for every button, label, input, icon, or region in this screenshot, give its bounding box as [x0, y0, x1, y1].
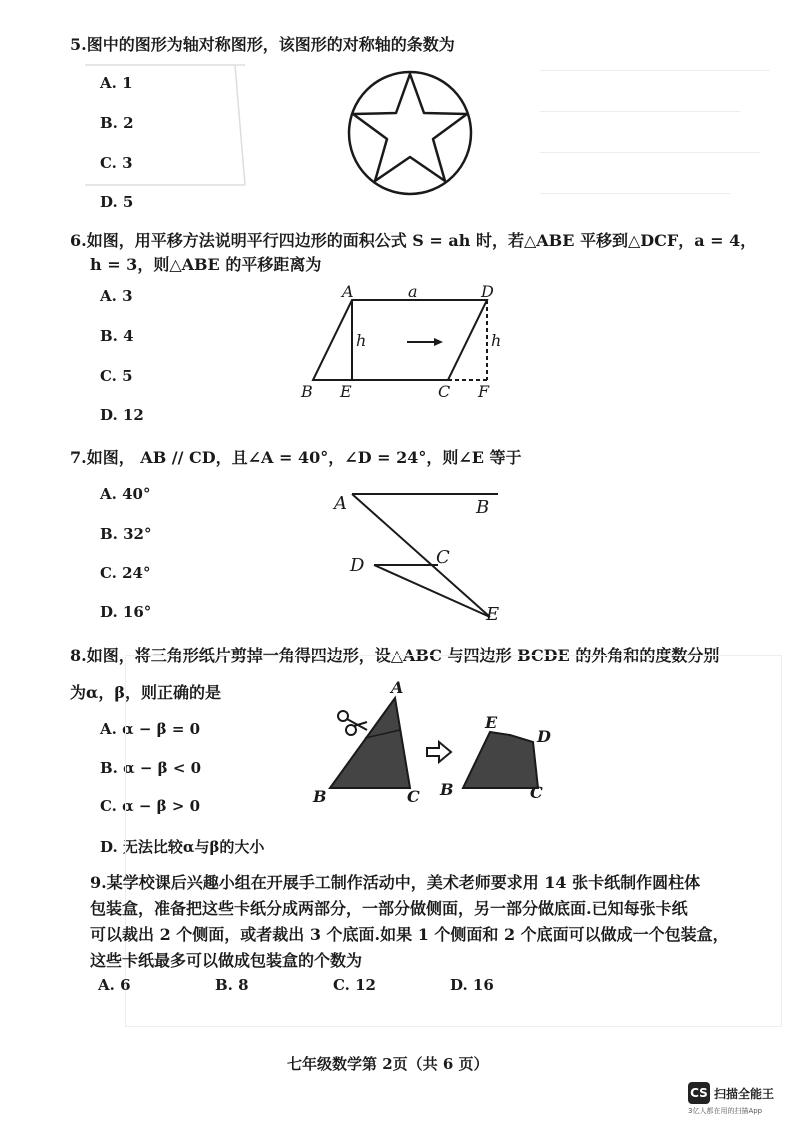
q8-option-d: D. 无法比较α与β的大小: [100, 838, 265, 856]
q6-option-a: A. 3: [100, 287, 133, 305]
q6-label-B: B: [301, 382, 313, 401]
q7-label-C: C: [436, 547, 450, 568]
bleed-box: [125, 655, 782, 1027]
q8-stem-line1: 8.如图，将三角形纸片剪掉一角得四边形，设△ABC 与四边形 BCDE 的外角和的度数分别: [70, 646, 720, 665]
q7-angle-figure: [330, 485, 520, 630]
q9-option-c: C. 12: [333, 976, 376, 994]
q5-option-b: B. 2: [100, 114, 134, 132]
q8-stem-line2: 为α，β，则正确的是: [70, 683, 221, 702]
q6-label-h-left: h: [356, 331, 367, 350]
q7-option-d: D. 16°: [100, 603, 152, 621]
q6-stem-line1: 6.如图，用平移方法说明平行四边形的面积公式 S = ah 时，若△ABE 平移到△DCF，a = 4，: [70, 231, 757, 250]
page-footer: 七年级数学第 2页（共 6 页）: [287, 1055, 489, 1073]
q7-option-b: B. 32°: [100, 525, 152, 543]
q5-circle-star-figure: [345, 68, 475, 198]
q8-label-D: D: [537, 727, 551, 746]
q9-option-a: A. 6: [98, 976, 131, 994]
q8-label-E: E: [485, 713, 498, 732]
q8-option-c: C. α − β > 0: [100, 797, 201, 815]
q5-option-c: C. 3: [100, 154, 133, 172]
scanner-name: 扫描全能王: [714, 1086, 775, 1101]
q6-option-d: D. 12: [100, 406, 144, 424]
q8-label-B-right: B: [440, 780, 454, 799]
q9-line3: 可以裁出 2 个侧面，或者裁出 3 个底面.如果 1 个侧面和 2 个底面可以做成一个包装盒，: [90, 925, 729, 944]
q9-line1: 9.某学校课后兴趣小组在开展手工制作活动中，美术老师要求用 14 张卡纸制作圆柱体: [90, 873, 701, 892]
q7-label-B: B: [476, 497, 490, 518]
q6-stem-line2: h = 3，则△ABE 的平移距离为: [90, 255, 322, 274]
q5-bleed-lines: [85, 65, 255, 195]
q7-label-E: E: [486, 604, 500, 625]
q8-label-C-left: C: [407, 787, 420, 806]
q8-label-B-left: B: [313, 787, 327, 806]
q5-option-d: D. 5: [100, 193, 134, 211]
q6-option-c: C. 5: [100, 367, 133, 385]
scanner-watermark: [688, 1082, 774, 1104]
q8-option-b: B. α − β < 0: [100, 759, 202, 777]
q6-label-a: a: [408, 282, 418, 301]
camscanner-logo-icon: CS: [688, 1082, 710, 1104]
scanner-tagline: 3亿人都在用的扫描App: [688, 1107, 763, 1115]
q5-stem: 5.图中的图形为轴对称图形，该图形的对称轴的条数为: [70, 35, 455, 54]
q9-option-d: D. 16: [450, 976, 494, 994]
q8-label-C-right: C: [530, 783, 543, 802]
q6-option-b: B. 4: [100, 327, 134, 345]
q6-label-E: E: [340, 382, 352, 401]
q6-label-F: F: [478, 382, 490, 401]
q7-label-A: A: [334, 493, 347, 514]
q7-option-a: A. 40°: [100, 485, 151, 503]
q6-label-D: D: [481, 282, 494, 301]
q9-line2: 包装盒，准备把这些卡纸分成两部分，一部分做侧面，另一部分做底面.已知每张卡纸: [90, 899, 688, 918]
q6-label-A: A: [342, 282, 354, 301]
q6-label-C: C: [438, 382, 451, 401]
q7-label-D: D: [350, 555, 365, 576]
q7-stem: 7.如图， AB // CD，且∠A = 40°，∠D = 24°，则∠E 等于: [70, 448, 522, 467]
q6-label-h-right: h: [491, 331, 502, 350]
q7-option-c: C. 24°: [100, 564, 151, 582]
q8-option-a: A. α − β = 0: [100, 720, 201, 738]
q5-option-a: A. 1: [100, 74, 133, 92]
q8-label-A: A: [391, 678, 404, 697]
q6-parallelogram-figure: [295, 280, 515, 405]
q9-line4: 这些卡纸最多可以做成包装盒的个数为: [90, 951, 363, 970]
q9-option-b: B. 8: [215, 976, 249, 994]
